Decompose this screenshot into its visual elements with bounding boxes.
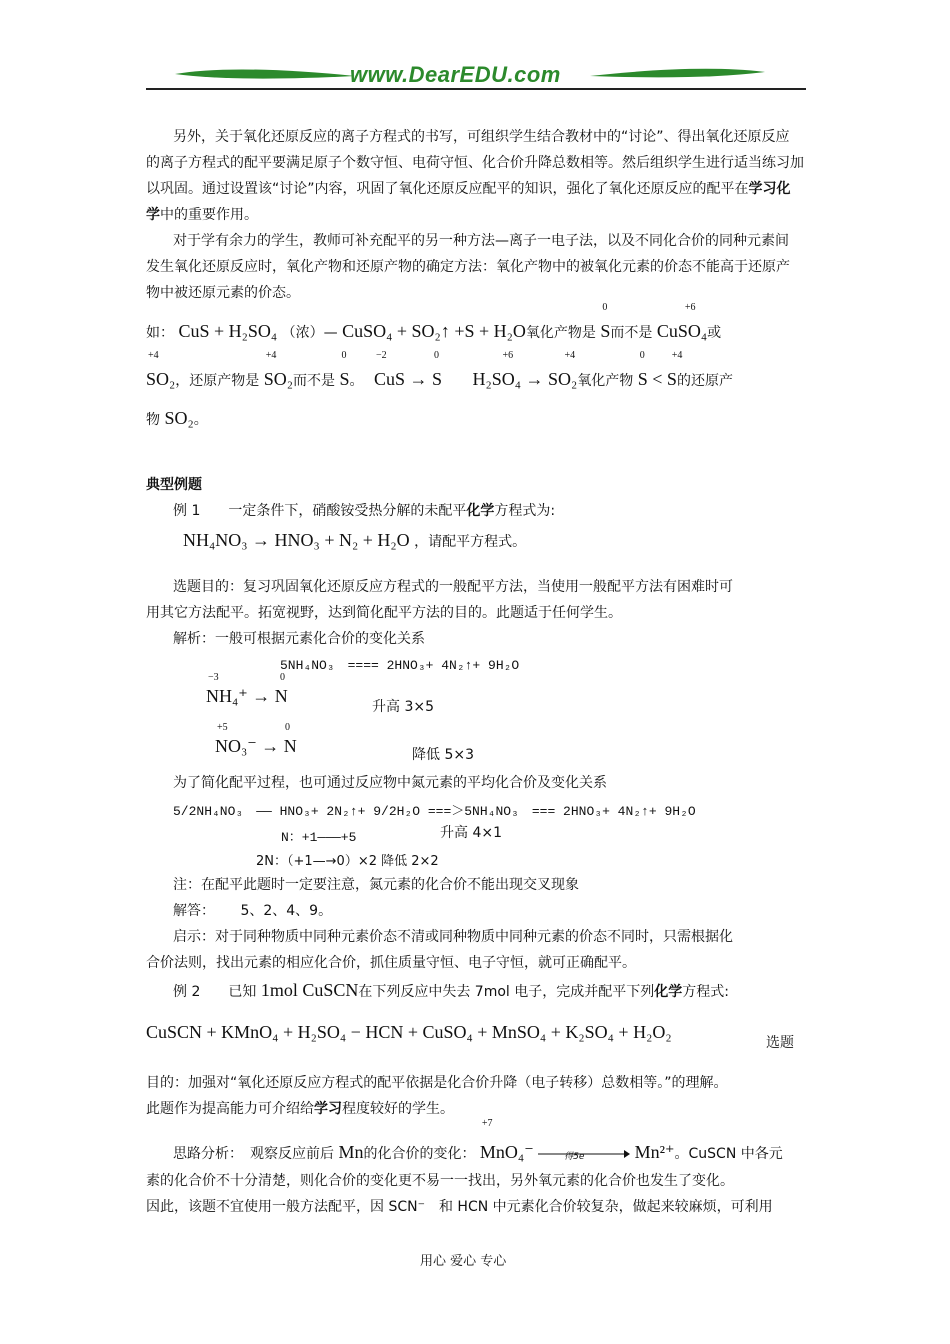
ex1-head-text: 例 1 一定条件下，硝酸铵受热分解的未配平 bbox=[173, 503, 467, 519]
ex2-xuanti: 选题 bbox=[766, 1035, 794, 1051]
text-oxidation-product: 氧化产物 bbox=[577, 373, 634, 389]
ex1-relation-1: −3 0 NH₄⁺ → N bbox=[206, 672, 288, 706]
para2-line1: 对于学有余力的学生，教师可补充配平的另一种方法—离子一电子法，以及不同化合价的同种元素间 bbox=[173, 233, 789, 249]
arrow-right-icon bbox=[538, 1149, 630, 1159]
cuso4-ox: +6 CuSO₄ bbox=[656, 302, 708, 341]
example-line-1 bbox=[146, 302, 722, 348]
ex1-answer: 解答： 5、2、4、9。 bbox=[173, 903, 333, 919]
ex1-simplify: 为了简化配平过程，也可通过反应物中氮元素的平均化合价及变化关系 bbox=[173, 775, 607, 791]
ex2-head-text: 例 2 已知 bbox=[173, 984, 257, 1000]
ex1-equation-line bbox=[183, 526, 526, 556]
ex1-goal-line2: 用其它方法配平。拓宽视野，达到简化配平方法的目的。此题适于任何学生。 bbox=[146, 605, 622, 621]
ex2-think-a: 思路分析： 观察反应前后 bbox=[173, 1146, 334, 1162]
label-concentrated: （浓）— bbox=[281, 325, 338, 341]
s-lt-s: 0 +4 S < S bbox=[637, 350, 683, 389]
sulfur-ox-0b: 0 S bbox=[339, 350, 350, 389]
ex2-goal2a: 此题作为提高能力可介绍给 bbox=[146, 1101, 314, 1117]
ex2-head-tail: 方程式: bbox=[682, 984, 729, 1000]
ex1-2n-line: 2N：（+1—→0）×2 降低 2×2 bbox=[256, 854, 439, 869]
header-wave-right bbox=[590, 66, 765, 82]
para1-line2: 的离子方程式的配平要满足原子个数守恒、电荷守恒、化合价升降总数相等。然后组织学生进行适当练习加 bbox=[146, 155, 804, 171]
mn-symbol: Mn bbox=[338, 1142, 364, 1162]
keyword-bold[interactable]: 学 bbox=[146, 207, 160, 223]
ex1-hint-line2: 合价法则，找出元素的相应化合价，抓住质量守恒、电子守恒，就可正确配平。 bbox=[146, 955, 636, 971]
keyword-bold[interactable]: 化学 bbox=[466, 503, 495, 519]
example-line-3 bbox=[146, 404, 208, 434]
ex1-simplify-eq: 5/2NH₄NO₃ —— HNO₃+ 2N₂↑+ 9/2H₂O ===＞5NH₄NO₃ === 2HNO₃+ 4N₂↑+ 9H₂O bbox=[173, 804, 696, 819]
site-logo[interactable]: www.DearEDU.com bbox=[350, 62, 561, 87]
ex1-analysis: 解析：一般可根据元素化合价的变化关系 bbox=[173, 631, 425, 647]
ex1-relation-2: +5 0 NO₃⁻ → N bbox=[215, 722, 297, 756]
ex1-fall: 降低 5×3 bbox=[412, 747, 474, 763]
header-rule bbox=[146, 88, 806, 90]
ex2-head-mid: 在下列反应中失去 7mol 电子，完成并配平下列 bbox=[358, 984, 655, 1000]
para2-line3: 物中被还原元素的价态。 bbox=[146, 285, 300, 301]
ex1-balanced-eq: 5NH₄NO₃ ==== 2HNO₃+ 4N₂↑+ 9H₂O bbox=[280, 658, 520, 673]
ex2-think-b: 的化合价的变化： bbox=[363, 1146, 476, 1162]
ex2-equation: CuSCN + KMnO₄ + H₂SO₄ − HCN + CuSO₄ + MnSO₄ + K₂SO₄ + H₂O₂ bbox=[146, 1022, 672, 1042]
ex2-goal-line2 bbox=[146, 1096, 454, 1122]
ex1-equation: NH₄NO₃ → HNO₃ + N₂ + H₂O bbox=[183, 530, 410, 550]
text-oxidation-product: 氧化产物是 bbox=[525, 325, 596, 341]
h2so4-to-so2: +6 +4 H₂SO₄ → SO₂ bbox=[472, 350, 578, 389]
sulfur-ox-0: 0 S bbox=[600, 302, 611, 341]
ex1-hint-line1: 启示：对于同种物质中同种元素价态不清或同种物质中同种元素的价态不同时，只需根据化 bbox=[173, 929, 733, 945]
header-wave-left bbox=[175, 66, 355, 82]
ex1-equation-tail: ，请配平方程式。 bbox=[414, 534, 527, 550]
ex2-think-c: 。CuSCN 中各元 bbox=[674, 1146, 783, 1162]
ex2-mol-cuscn: 1mol CuSCN bbox=[260, 980, 359, 1000]
text-reduction-product-of: 的还原产 bbox=[676, 373, 733, 389]
text-not: 而不是 bbox=[610, 325, 653, 341]
keyword-bold[interactable]: 学习 bbox=[314, 1101, 342, 1117]
text-or: 或 bbox=[707, 325, 722, 341]
ex1-heading bbox=[173, 498, 555, 524]
text-period: 。 bbox=[193, 412, 208, 428]
para1-line4 bbox=[146, 202, 258, 228]
para1-line4-text: 中的重要作用。 bbox=[160, 207, 258, 223]
example-line-2 bbox=[146, 350, 733, 396]
ex1-n-line: N：+1———+5 bbox=[281, 830, 357, 845]
keyword-bold[interactable]: 化学 bbox=[654, 984, 683, 1000]
mno4-ox: +7 MnO₄⁻ bbox=[479, 1118, 534, 1162]
text-reduction-product: ，还原产物是 bbox=[175, 373, 260, 389]
equation-products: CuSO₄ + SO₂↑ +S + H₂O bbox=[342, 321, 526, 341]
mn2-ion: Mn²⁺ bbox=[634, 1142, 675, 1162]
ex2-think-line3: 因此，该题不宜使用一般方法配平，因 SCN⁻ 和 HCN 中元素化合价较复杂，做起来较麻烦，可利用 bbox=[146, 1199, 773, 1215]
text-wu: 物 bbox=[146, 412, 160, 428]
para2-line2: 发生氧化还原反应时，氧化产物和还原产物的确定方法：氧化产物中的被氧化元素的价态不能高于还原产 bbox=[146, 259, 790, 275]
cus-to-s: −2 0 CuS → S bbox=[373, 350, 442, 389]
para1-line3-text: 以巩固。通过设置该“讨论”内容，巩固了氧化还原反应配平的知识，强化了氧化还原反应的配平在 bbox=[146, 181, 749, 197]
para1-line3 bbox=[146, 176, 791, 202]
ex2-goal-line1: 目的：加强对“氧化还原反应方程式的配平依据是化合价升降（电子转移）总数相等。”的理解。 bbox=[146, 1075, 728, 1091]
arrow-gain-5e: 得5e⁻ bbox=[538, 1147, 630, 1161]
ex1-head-tail: 方程式为: bbox=[494, 503, 556, 519]
page-footer: 用心 爱心 专心 bbox=[420, 1254, 507, 1269]
ex1-rise: 升高 3×5 bbox=[372, 699, 434, 715]
equation-reactants: CuS + H₂SO₄ bbox=[178, 321, 278, 341]
para1-line1: 另外，关于氧化还原反应的离子方程式的书写，可组织学生结合教材中的“讨论”、得出氧化还原反应 bbox=[173, 129, 790, 145]
so2-formula: SO₂ bbox=[164, 408, 194, 428]
keyword-bold[interactable]: 学习化 bbox=[748, 181, 791, 197]
section-title: 典型例题 bbox=[146, 477, 202, 493]
text-not: 而不是 bbox=[293, 373, 336, 389]
ex2-heading bbox=[173, 970, 729, 1012]
label-ru: 如： bbox=[146, 325, 174, 341]
so2-ox-a: +4 SO₂ bbox=[146, 350, 176, 389]
so2-ox-b: +4 SO₂ bbox=[263, 350, 294, 389]
ex1-rise2: 升高 4×1 bbox=[440, 825, 502, 841]
ex1-note: 注：在配平此题时一定要注意，氮元素的化合价不能出现交叉现象 bbox=[173, 877, 579, 893]
text-period: 。 bbox=[349, 373, 364, 389]
ex2-goal2c: 程度较好的学生。 bbox=[342, 1101, 454, 1117]
ex1-goal-line1: 选题目的：复习巩固氧化还原反应方程式的一般配平方法，当使用一般配平方法有困难时可 bbox=[173, 579, 733, 595]
ex2-think-line2: 素的化合价不十分清楚，则化合价的变化更不易一一找出，另外氧元素的化合价也发生了变化。 bbox=[146, 1173, 734, 1189]
